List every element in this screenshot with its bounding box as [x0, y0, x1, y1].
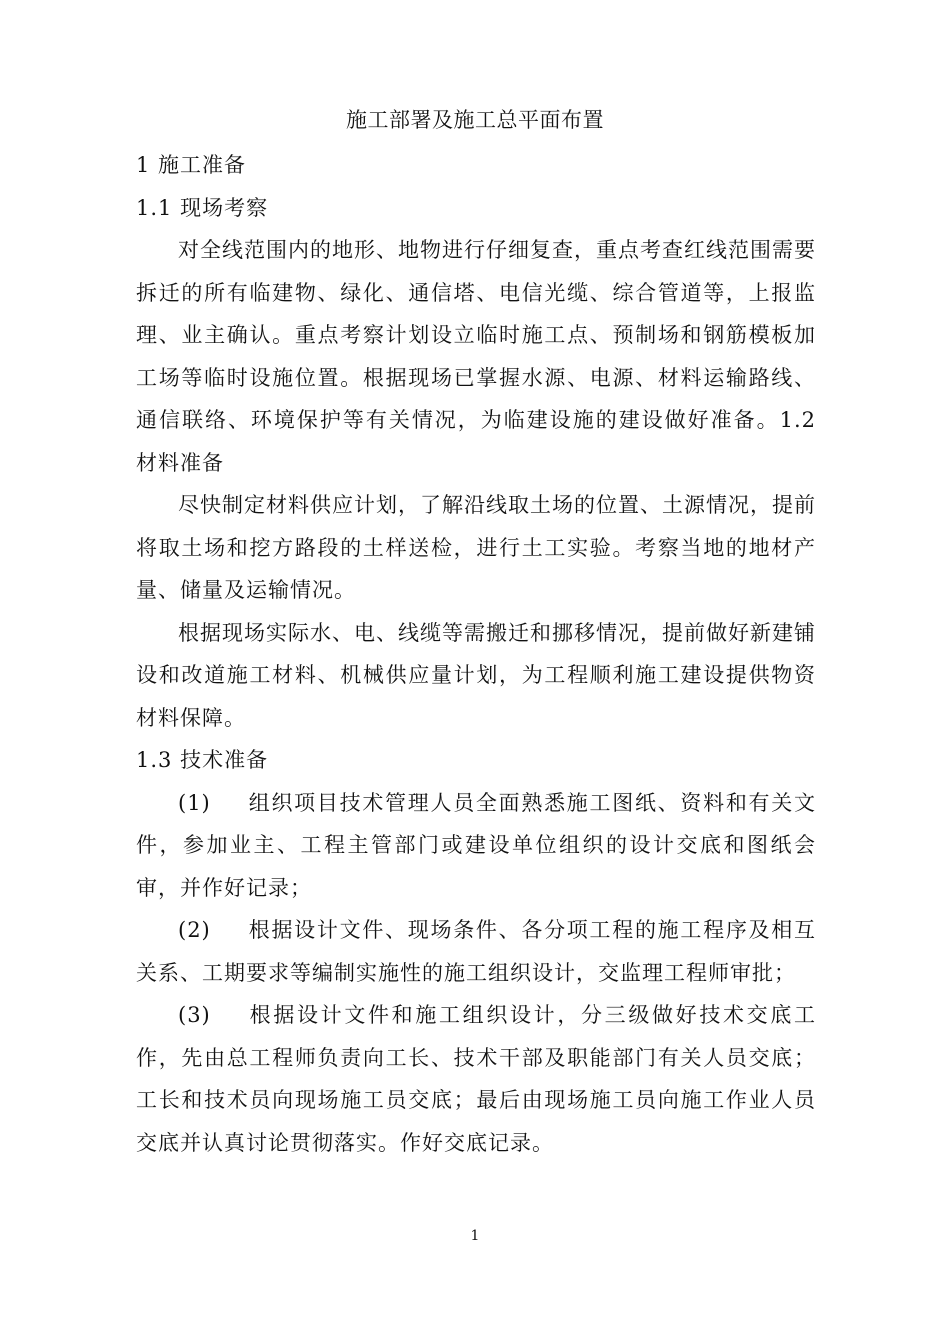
numbered-item — [136, 782, 816, 910]
page-number: 1 — [470, 1228, 480, 1244]
subsection-heading: 1.1 现场考察 — [136, 195, 269, 220]
body-paragraph: 对全线范围内的地形、地物进行仔细复查，重点考查红线范围需要拆迁的所有临建物、绿化、通信塔、电信光缆、综合管道等，上报监理、业主确认。重点考察计划设立临时施工点、预制场和钢筋模板加工场等临时设施位置。根据现场已掌握水源、电源、材料运输路线、通信联络、环境保护等有关情况，为临建设施的建设做好准备。1.2 材料准备 — [136, 238, 816, 475]
item-text: 组织项目技术管理人员全面熟悉施工图纸、资料和有关文件，参加业主、工程主管部门或建设单位组织的设计交底和图纸会审，并作好记录； — [136, 790, 816, 900]
document-title: 施工部署及施工总平面布置 — [346, 108, 604, 132]
item-number: (3) — [178, 1003, 211, 1027]
item-text: 根据设计文件、现场条件、各分项工程的施工程序及相互关系、工期要求等编制实施性的施工组织设计，交监理工程师审批； — [136, 918, 816, 985]
body-paragraph: 尽快制定材料供应计划，了解沿线取土场的位置、土源情况，提前将取土场和挖方路段的土样送检，进行土工实验。考察当地的地材产量、储量及运输情况。 — [136, 493, 816, 602]
numbered-item — [136, 994, 816, 1164]
numbered-item — [136, 909, 816, 994]
subsection-heading: 1.3 技术准备 — [136, 748, 269, 772]
document-body — [136, 144, 816, 1164]
item-number: (2) — [178, 918, 211, 942]
item-number: (1) — [178, 790, 211, 815]
section-heading: 1 施工准备 — [136, 153, 247, 177]
body-paragraph: 根据现场实际水、电、线缆等需搬迁和挪移情况，提前做好新建铺设和改道施工材料、机械供应量计划，为工程顺利施工建设提供物资材料保障。 — [136, 620, 816, 730]
item-text: 根据设计文件和施工组织设计，分三级做好技术交底工作，先由总工程师负责向工长、技术干部及职能部门有关人员交底；工长和技术员向现场施工员交底；最后由现场施工员向施工作业人员交底并认真讨论贯彻落实。作好交底记录。 — [136, 1003, 816, 1155]
